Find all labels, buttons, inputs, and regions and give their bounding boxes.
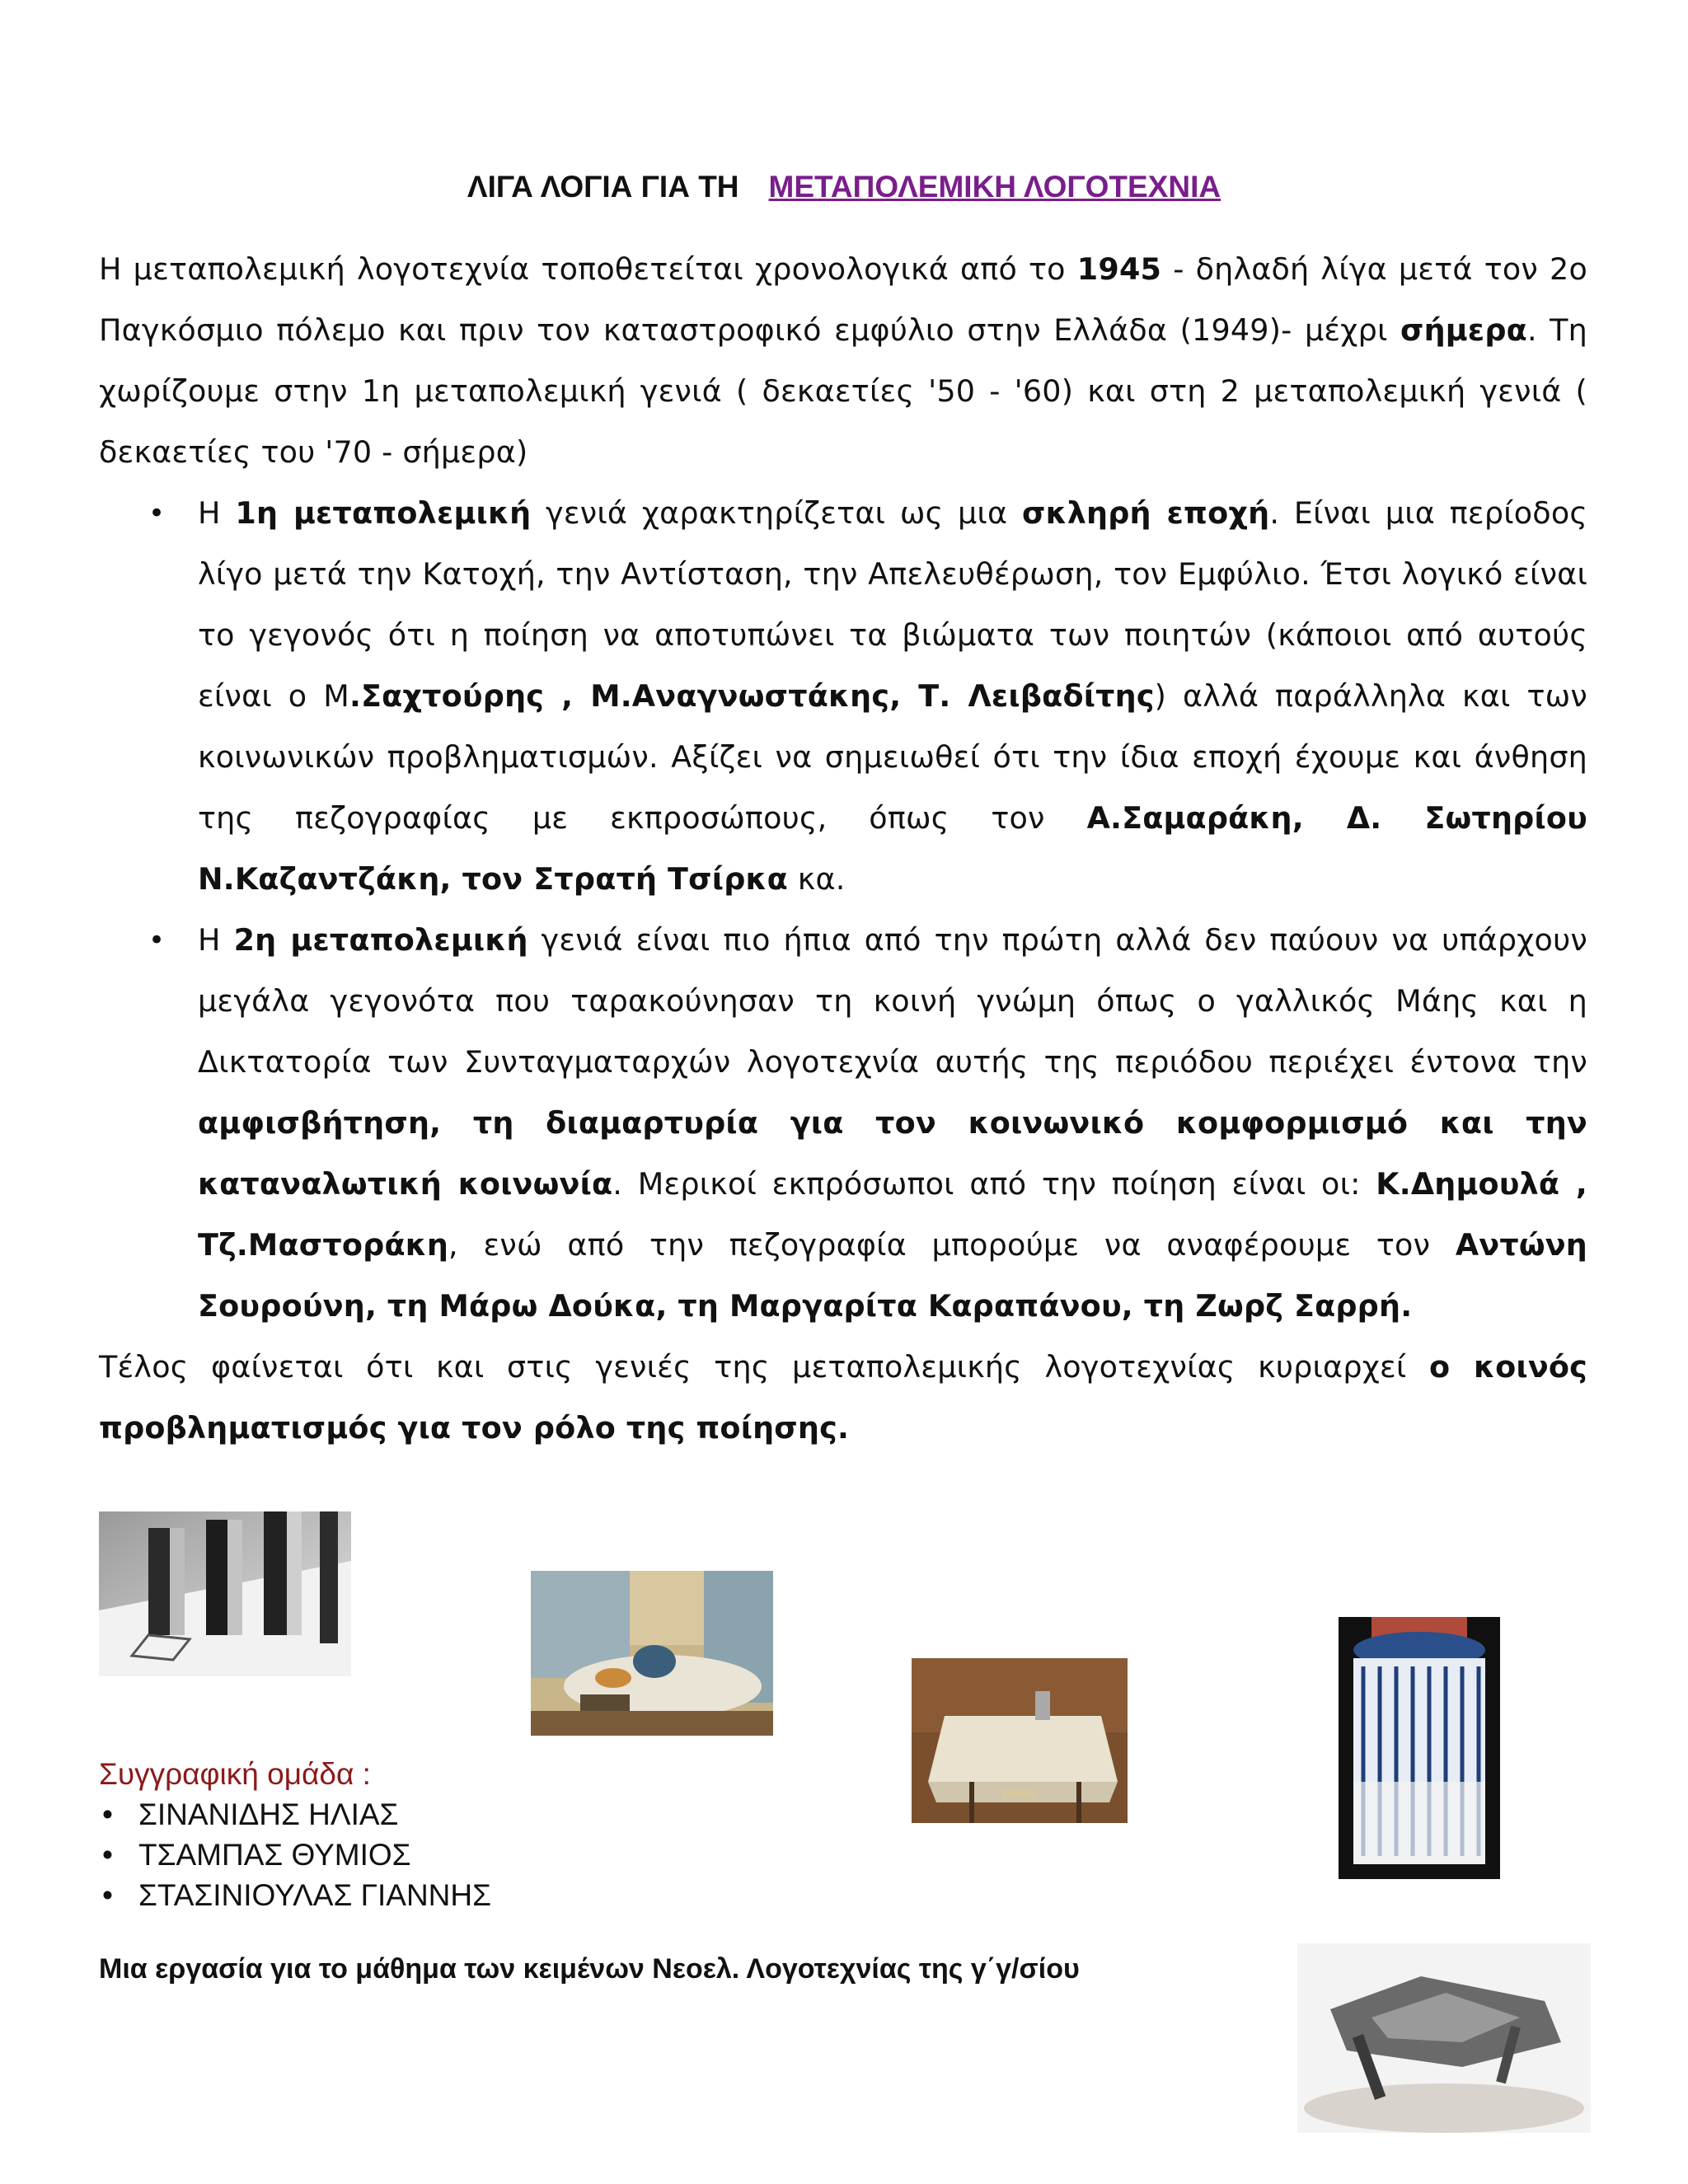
artwork-sculpture-image xyxy=(1297,1943,1591,2133)
list-item: • ΣΙΝΑΝΙΔΗΣ ΗΛΙΑΣ xyxy=(138,1794,491,1835)
title-link[interactable]: ΜΕΤΑΠΟΛΕΜΙΚΗ ΛΟΓΟΤΕΧΝΙΑ xyxy=(768,170,1221,204)
list-item: • ΣΤΑΣΙΝΙΟΥΛΑΣ ΓΙΑΝΝΗΣ xyxy=(138,1875,491,1915)
generations-list xyxy=(99,483,1587,1337)
conclusion-paragraph: Τέλος φαίνεται ότι και στις γενιές της μεταπολεμικής λογοτεχνίας κυριαρχεί ο κοινός προβληματισμός για τον ρόλο της ποίησης. xyxy=(99,1349,1587,1446)
artwork-still-life-window-image xyxy=(531,1571,773,1736)
artwork-columns-image xyxy=(99,1511,351,1676)
artwork-table-image xyxy=(912,1658,1128,1823)
footer-note: Μια εργασία για το μάθημα των κειμένων Νεοελ. Λογοτεχνίας της γ΄γ/σίου xyxy=(99,1953,1080,1985)
list-item-second-generation: • Η 2η μεταπολεμική γενιά είναι πιο ήπια από την πρώτη αλλά δεν παύουν να υπάρχουν μεγάλα γεγονότα που ταρακούνησαν τη κοινή γνώμη όπως ο γαλλικός Μάης και η Δικτατορία των Συνταγματαρχών λογοτεχνία αυτής της περιόδου περιέχει έντονα την αμφισβήτηση, τη διαμαρτυρία για τον κοινωνικό κομφορμισμό και την καταναλωτική κοινωνία. Μερικοί εκπρόσωποι από την ποίηση είναι οι: Κ.Δημουλά , Τζ.Μαστοράκη, ενώ από την πεζογραφία μπορούμε να αναφέρουμε τον Αντώνη Σουρούνη, τη Μάρω Δούκα, τη Μαργαρίτα Καραπάνου, τη Ζωρζ Σαρρή. xyxy=(198,910,1587,1337)
authors-list xyxy=(99,1794,491,1915)
authors-title: Συγγραφική ομάδα : xyxy=(99,1757,371,1791)
title-prefix: ΛΙΓΑ ΛΟΓΙΑ ΓΙΑ ΤΗ xyxy=(467,170,739,204)
article-body xyxy=(99,239,1587,1459)
page-title xyxy=(0,170,1688,204)
intro-paragraph: Η μεταπολεμική λογοτεχνία τοποθετείται χρονολογικά από το 1945 - δηλαδή λίγα μετά τον 2ο Παγκόσμιο πόλεμο και πριν τον καταστροφικό εμφύλιο στην Ελλάδα (1949)- μέχρι σήμερα. Τη χωρίζουμε στην 1η μεταπολεμική γενιά ( δεκαετίες '50 - '60) και στη 2 μεταπολεμική γενιά ( δεκαετίες του '70 - σήμερα) xyxy=(99,251,1587,470)
authors-section xyxy=(99,1754,491,1915)
list-item-first-generation: • Η 1η μεταπολεμική γενιά χαρακτηρίζεται ως μια σκληρή εποχή. Είναι μια περίοδος λίγο μετά την Κατοχή, την Αντίσταση, την Απελευθέρωση, τον Εμφύλιο. Έτσι λογικό είναι το γεγονός ότι η ποίηση να αποτυπώνει τα βιώματα των ποιητών (κάποιοι από αυτούς είναι ο Μ.Σαχτούρης , Μ.Αναγνωστάκης, Τ. Λειβαδίτης) αλλά παράλληλα και των κοινωνικών προβληματισμών. Αξίζει να σημειωθεί ότι την ίδια εποχή έχουμε και άνθηση της πεζογραφίας με εκπροσώπους, όπως τον Α.Σαμαράκη, Δ. Σωτηρίου Ν.Καζαντζάκη, τον Στρατή Τσίρκα κα. xyxy=(198,483,1587,910)
artwork-striped-figures-image xyxy=(1339,1617,1500,1879)
list-item: • ΤΣΑΜΠΑΣ ΘΥΜΙΟΣ xyxy=(138,1835,491,1875)
